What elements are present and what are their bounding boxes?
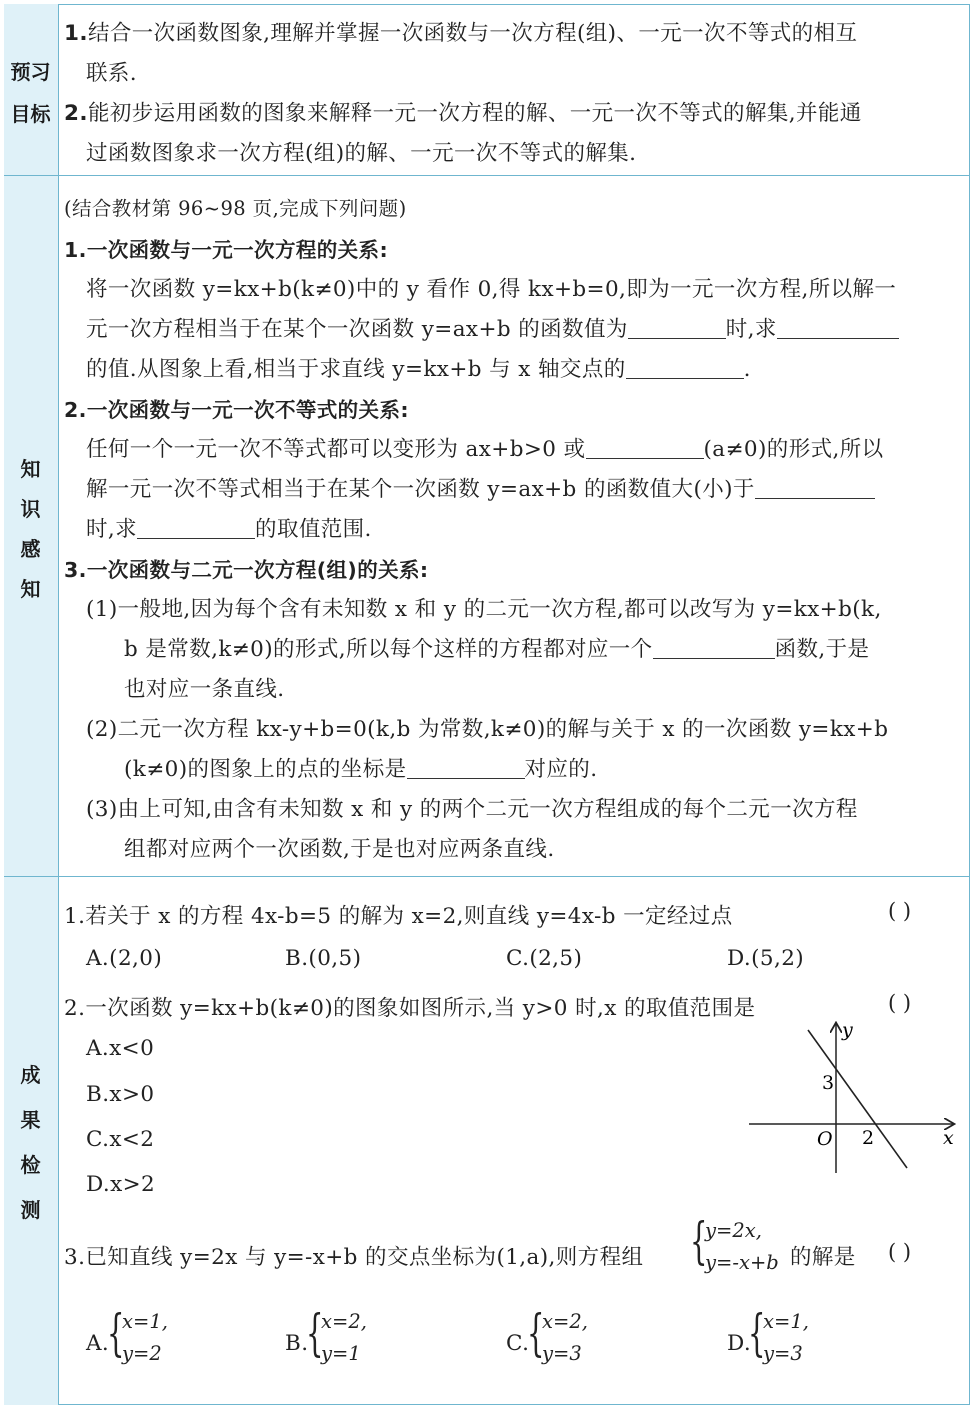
question-1: 1.若关于 x 的方程 4x-b=5 的解为 x=2,则直线 y=4x-b 一定经过点 (64, 904, 733, 929)
option-system (542, 1311, 588, 1365)
option-eq-2: y=2 (122, 1342, 162, 1365)
option-letter: A. (86, 1331, 110, 1356)
equation-1: y=2x, (705, 1219, 762, 1242)
option-b[interactable]: B.x>0 (86, 1082, 155, 1107)
question-2: 2.一次函数 y=kx+b(k≠0)的图象如图所示,当 y>0 时,x 的取值范围是 (64, 996, 756, 1021)
section-label-char: 知 (20, 457, 41, 481)
y-intercept-label: 3 (822, 1072, 835, 1094)
option-eq-1: x=1, (763, 1310, 809, 1333)
knowledge-heading-3: 3.一次函数与二元一次方程(组)的关系: (64, 558, 429, 582)
section-label-line: 目标 (10, 102, 51, 126)
x-axis-label: x (943, 1127, 954, 1149)
knowledge-heading-2: 2.一次函数与一元一次不等式的关系: (64, 398, 409, 422)
option-a[interactable]: A.(2,0) (86, 946, 163, 971)
section-label-objectives (4, 4, 59, 175)
knowledge-text: 时,求 的取值范围. (86, 517, 372, 542)
answer-blank[interactable] (626, 358, 744, 379)
option-system (122, 1311, 168, 1365)
option-eq-2: y=3 (542, 1342, 582, 1365)
option-letter: C. (506, 1331, 530, 1356)
answer-blank[interactable] (586, 438, 704, 459)
option-system (763, 1311, 809, 1365)
origin-label: O (817, 1128, 833, 1150)
answer-blank[interactable] (653, 638, 775, 659)
option-system (321, 1311, 367, 1365)
section-label-knowledge (4, 175, 59, 876)
section-label-char: 成 (20, 1063, 41, 1087)
answer-blank[interactable] (628, 318, 726, 339)
knowledge-text: (3)由上可知,由含有未知数 x 和 y 的两个二元一次方程组成的每个二元一次方程 (86, 797, 858, 822)
objective-2-cont: 过函数图象求一次方程(组)的解、一元一次不等式的解集. (86, 141, 637, 166)
knowledge-text: 元一次方程相当于在某个一次函数 y=ax+b 的函数值为 时,求 (86, 312, 899, 343)
section-label-char: 感 (20, 537, 41, 561)
answer-bracket[interactable]: ( ) (888, 1240, 912, 1264)
system-brace: { (690, 1212, 708, 1270)
option-c[interactable]: C.x<2 (86, 1127, 155, 1152)
objective-1-cont: 联系. (86, 61, 138, 86)
section-label-char: 知 (20, 577, 41, 601)
option-eq-2: y=3 (763, 1342, 803, 1365)
section-label-check (4, 876, 59, 1405)
section-divider (4, 876, 970, 877)
option-a[interactable]: A.x<0 (86, 1036, 155, 1061)
knowledge-intro: (结合教材第 96~98 页,完成下列问题) (64, 197, 407, 220)
knowledge-text: (1)一般地,因为每个含有未知数 x 和 y 的二元一次方程,都可以改写为 y=kx+b(k, (86, 597, 882, 622)
knowledge-text: (2)二元一次方程 kx-y+b=0(k,b 为常数,k≠0)的解与关于 x 的一次函数 y=kx+b (86, 717, 889, 742)
option-d[interactable]: D.x>2 (86, 1172, 156, 1197)
answer-blank[interactable] (137, 518, 255, 539)
option-c[interactable]: C.(2,5) (506, 946, 583, 971)
section-label-char: 识 (20, 497, 41, 521)
option-brace: { (748, 1304, 766, 1362)
option-eq-1: x=2, (321, 1310, 367, 1333)
question-3-tail: 的解是 (790, 1245, 856, 1270)
x-intercept-label: 2 (862, 1127, 875, 1149)
objective-1: 1.结合一次函数图象,理解并掌握一次函数与一次方程(组)、一元一次不等式的相互 (64, 21, 858, 46)
option-brace: { (306, 1304, 324, 1362)
section-label-char: 果 (20, 1108, 41, 1132)
function-graph (745, 1018, 965, 1178)
knowledge-text: 任何一个一元一次不等式都可以变形为 ax+b>0 或 (a≠0)的形式,所以 (86, 437, 884, 462)
knowledge-text: 的值.从图象上看,相当于求直线 y=kx+b 与 x 轴交点的 . (86, 357, 751, 382)
option-letter: D. (727, 1331, 752, 1356)
knowledge-text: (k≠0)的图象上的点的坐标是 对应的. (124, 757, 598, 782)
section-label-char: 测 (20, 1198, 41, 1222)
knowledge-text: 组都对应两个一次函数,于是也对应两条直线. (124, 837, 555, 862)
y-axis-label: y (842, 1019, 853, 1041)
knowledge-text: 解一元一次不等式相当于在某个一次函数 y=ax+b 的函数值大(小)于 (86, 472, 875, 503)
equation-2: y=-x+b (705, 1251, 779, 1274)
option-eq-1: x=2, (542, 1310, 588, 1333)
answer-blank[interactable] (777, 318, 899, 339)
answer-blank[interactable] (407, 758, 525, 779)
knowledge-text: 将一次函数 y=kx+b(k≠0)中的 y 看作 0,得 kx+b=0,即为一元一次方程,所以解一 (86, 277, 897, 302)
option-eq-2: y=1 (321, 1342, 361, 1365)
section-divider (4, 175, 970, 176)
system-equations (705, 1220, 779, 1274)
section-label-char: 检 (20, 1153, 41, 1177)
option-letter: B. (285, 1331, 309, 1356)
option-brace: { (527, 1304, 545, 1362)
question-3: 3.已知直线 y=2x 与 y=-x+b 的交点坐标为(1,a),则方程组 (64, 1245, 644, 1270)
knowledge-text: 也对应一条直线. (124, 677, 285, 702)
knowledge-heading-1: 1.一次函数与一元一次方程的关系: (64, 238, 389, 262)
option-b[interactable]: B.(0,5) (285, 946, 362, 971)
answer-bracket[interactable]: ( ) (888, 899, 912, 923)
option-d[interactable]: D.(5,2) (727, 946, 805, 971)
objective-2: 2.能初步运用函数的图象来解释一元一次方程的解、一元一次不等式的解集,并能通 (64, 101, 862, 126)
knowledge-text: b 是常数,k≠0)的形式,所以每个这样的方程都对应一个 函数,于是 (124, 637, 870, 662)
section-label-line: 预习 (10, 60, 51, 84)
option-brace: { (107, 1304, 125, 1362)
option-eq-1: x=1, (122, 1310, 168, 1333)
answer-bracket[interactable]: ( ) (888, 991, 912, 1015)
answer-blank[interactable] (755, 478, 875, 499)
